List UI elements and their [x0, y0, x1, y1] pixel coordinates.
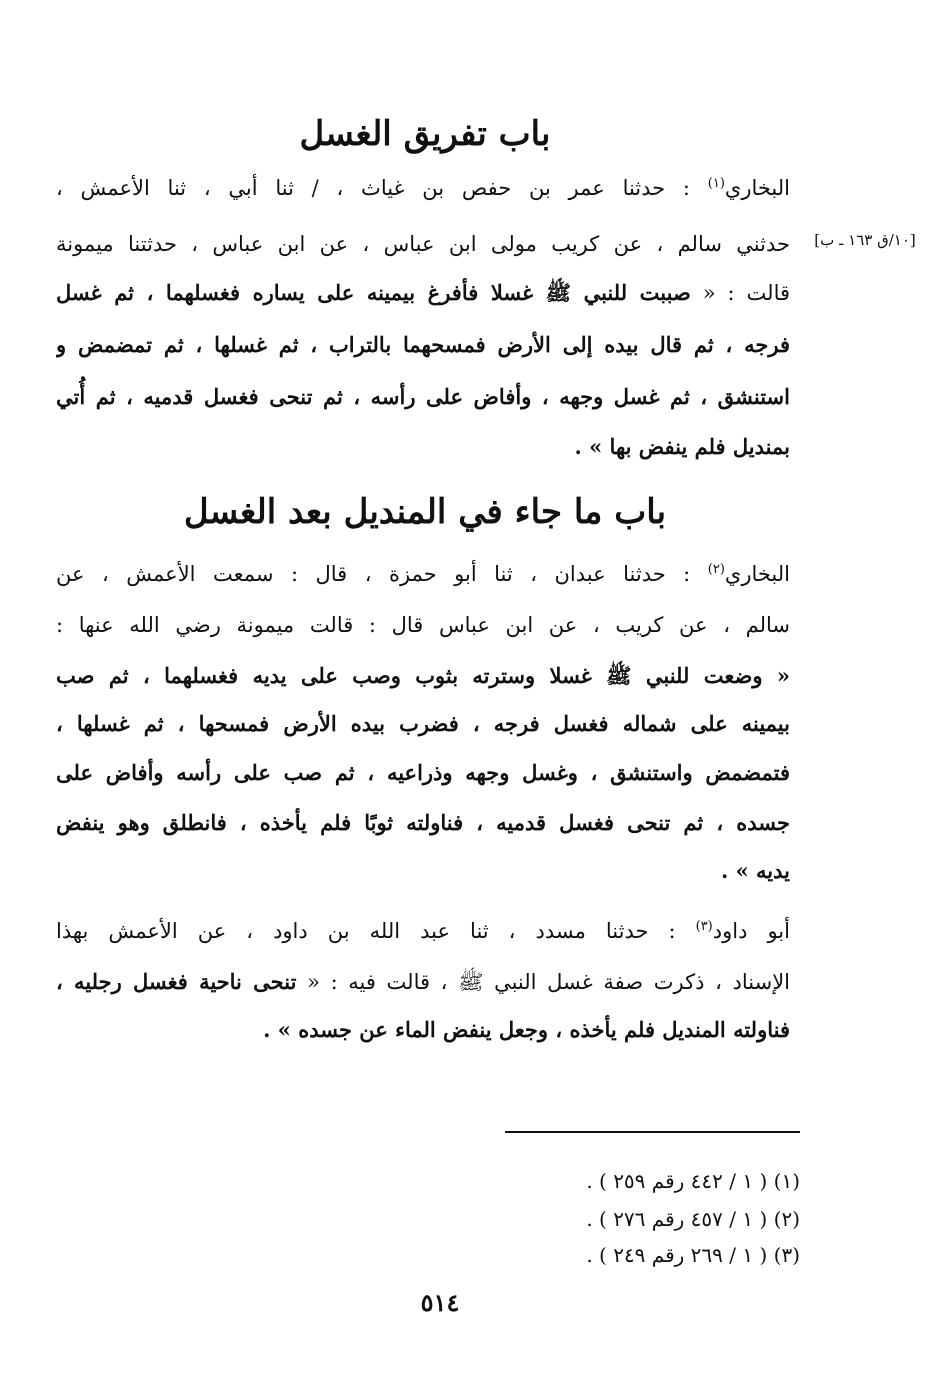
line-text: قالت : « [690, 281, 790, 305]
paragraph-line [56, 220, 790, 268]
page-number: ٥١٤ [420, 1288, 460, 1317]
footnote: (٢) ( ١ / ٤٥٧ رقم ٢٧٦ ) . [586, 1207, 800, 1231]
paragraph-line [56, 749, 790, 797]
footnote: (٣) ( ١ / ٢٦٩ رقم ٢٤٩ ) . [586, 1243, 800, 1267]
paragraph-line [56, 164, 790, 212]
footnote-ref: (٢) [707, 562, 725, 577]
paragraph-line [56, 847, 790, 895]
section-heading-1: باب تفريق الغسل [299, 114, 551, 154]
hadith-text: « وضعت للنبي ﷺ غسلا وسترته بثوب وصب على يديه فغسلهما ، ثم صب [56, 663, 790, 688]
hadith-text: بيمينه على شماله فغسل فرجه ، فضرب بيده الأرض فمسحها ، ثم غسلها ، [56, 711, 790, 736]
paragraph-line [56, 550, 790, 598]
paragraph-line [56, 958, 790, 1006]
hadith-text: يديه » . [720, 858, 790, 883]
hadith-text: جسده ، ثم تنحى فغسل قدميه ، فناولته ثوبًا فلم يأخذه ، فانطلق وهو ينفض [56, 810, 790, 835]
line-text: : حدثنا عبدان ، ثنا أبو حمزة ، قال : سمعت الأعمش ، عن [56, 562, 708, 586]
paragraph-line [56, 799, 790, 847]
hadith-text: فرجه ، ثم قال بيده إلى الأرض فمسحهما بالتراب ، ثم غسلها ، ثم تمضمض و [56, 332, 790, 357]
paragraph-line [56, 652, 790, 700]
paragraph-line [56, 423, 790, 471]
source-name: البخاري [724, 562, 790, 586]
hadith-text: استنشق ، ثم غسل وجهه ، وأفاض على رأسه ، ثم تنحى فغسل قدميه ، ثم أُتي [56, 384, 790, 409]
paragraph-line [56, 907, 790, 955]
footnote-ref: (٣) [695, 919, 713, 934]
source-name: البخاري [724, 176, 790, 200]
paragraph-line [56, 321, 790, 369]
hadith-text: فتمضمض واستنشق ، وغسل وجهه وذراعيه ، ثم صب على رأسه وأفاض على [56, 760, 790, 785]
paragraph-line [56, 1006, 790, 1054]
paragraph-line [56, 373, 790, 421]
hadith-text: فناولته المنديل فلم يأخذه ، وجعل ينفض الماء عن جسده » . [263, 1017, 790, 1042]
hadith-text: بمنديل فلم ينفض بها » . [574, 434, 790, 459]
footnote-divider [505, 1131, 800, 1133]
hadith-text: تنحى ناحية فغسل رجليه ، [56, 969, 297, 994]
line-text: سالم ، عن كريب ، عن ابن عباس قال : قالت ميمونة رضي الله عنها : [56, 613, 790, 637]
footnote-ref: (١) [707, 176, 725, 191]
line-text: : حدثنا مسدد ، ثنا عبد الله بن داود ، عن الأعمش بهذا [56, 919, 696, 943]
source-name: أبو داود [712, 919, 790, 943]
line-text: حدثني سالم ، عن كريب مولى ابن عباس ، عن ابن عباس ، حدثتنا ميمونة [56, 232, 790, 256]
section-heading-2: باب ما جاء في المنديل بعد الغسل [183, 492, 667, 532]
footnote: (١) ( ١ / ٤٤٢ رقم ٢٥٩ ) . [586, 1169, 800, 1193]
line-text: الإسناد ، ذكرت صفة غسل النبي ﷺ ، قالت فيه : « [296, 970, 790, 994]
hadith-text: صببت للنبي ﷺ غسلا فأفرغ بيمينه على يساره فغسلهما ، ثم غسل [56, 280, 691, 305]
paragraph-line [56, 700, 790, 748]
paragraph-line [56, 269, 790, 317]
line-text: : حدثنا عمر بن حفص بن غياث ، / ثنا أبي ، ثنا الأعمش ، [56, 176, 708, 200]
paragraph-line [56, 601, 790, 649]
manuscript-folio-note: [١٠/ق ١٦٣ ـ ب] [814, 231, 916, 249]
